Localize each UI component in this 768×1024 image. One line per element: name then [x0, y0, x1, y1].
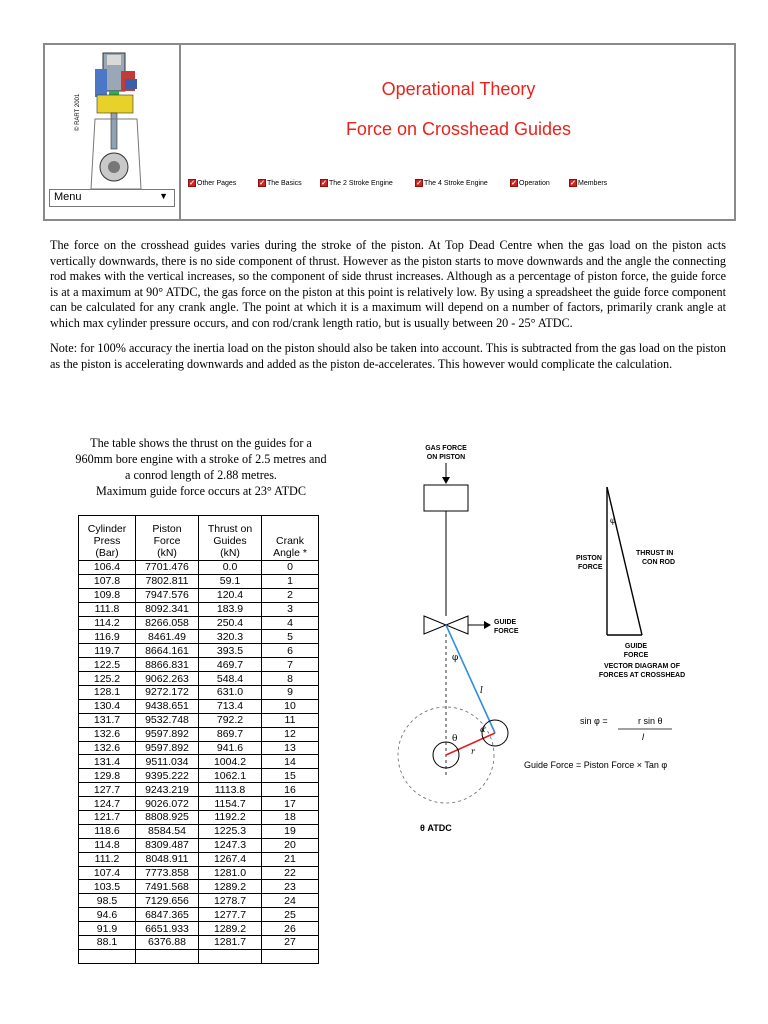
- table-cell: 2: [262, 588, 319, 602]
- col-header-thrust: Thrust on Guides (kN): [199, 516, 262, 561]
- table-cell: 1225.3: [199, 824, 262, 838]
- chevron-down-icon: ▼: [159, 191, 168, 201]
- table-cell: 98.5: [79, 894, 136, 908]
- table-cell: 10: [262, 699, 319, 713]
- table-cell: 6: [262, 644, 319, 658]
- table-cell: 114.8: [79, 838, 136, 852]
- table-cell: [79, 949, 136, 963]
- table-cell: 9: [262, 686, 319, 700]
- checkbox-icon: ✓: [321, 180, 327, 187]
- table-cell: 9243.219: [136, 783, 199, 797]
- table-row: [79, 574, 319, 588]
- nav-label: The Basics: [267, 179, 302, 187]
- table-cell: 24: [262, 894, 319, 908]
- page-subtitle: Force on Crosshead Guides: [345, 119, 572, 139]
- table-cell: 26: [262, 922, 319, 936]
- table-cell: [136, 949, 199, 963]
- table-cell: 8309.487: [136, 838, 199, 852]
- table-cell: 7773.858: [136, 866, 199, 880]
- atdc-label: θ ATDC: [420, 823, 452, 833]
- table-row: [79, 699, 319, 713]
- table-row-empty: [79, 949, 319, 963]
- guide-force-formula: Guide Force = Piston Force × Tan φ: [524, 760, 668, 770]
- table-cell: 131.7: [79, 713, 136, 727]
- table-cell: 13: [262, 741, 319, 755]
- table-cell: 11: [262, 713, 319, 727]
- table-cell: 25: [262, 908, 319, 922]
- table-cell: 9272.172: [136, 686, 199, 700]
- piston-force-label: PISTON: [576, 555, 602, 562]
- table-cell: 127.7: [79, 783, 136, 797]
- table-header-row: [79, 516, 319, 561]
- table-cell: 124.7: [79, 797, 136, 811]
- table-cell: 1192.2: [199, 811, 262, 825]
- table-cell: 132.6: [79, 741, 136, 755]
- table-row: [79, 644, 319, 658]
- rod-length-label: l: [480, 686, 483, 696]
- table-cell: 869.7: [199, 727, 262, 741]
- table-intro-line: Maximum guide force occurs at 23° ATDC: [96, 484, 306, 498]
- nav-operation[interactable]: [510, 179, 550, 187]
- r-label: r: [471, 747, 475, 756]
- table-cell: 15: [262, 769, 319, 783]
- table-cell: 106.4: [79, 561, 136, 575]
- vector-diagram-caption: FORCES AT CROSSHEAD: [598, 672, 686, 679]
- table-cell: 8266.058: [136, 616, 199, 630]
- gas-force-label: GAS FORCE: [425, 445, 467, 452]
- table-cell: 122.5: [79, 658, 136, 672]
- table-row: [79, 713, 319, 727]
- col-header-pressure: Cylinder Press (Bar): [79, 516, 136, 561]
- table-row: [79, 686, 319, 700]
- nav-the-basics[interactable]: [258, 179, 302, 187]
- table-cell: 18: [262, 811, 319, 825]
- table-cell: 548.4: [199, 672, 262, 686]
- vector-diagram-caption: VECTOR DIAGRAM OF: [603, 663, 681, 670]
- table-cell: 9438.651: [136, 699, 199, 713]
- nav-2-stroke-engine[interactable]: [320, 179, 393, 187]
- table-cell: 393.5: [199, 644, 262, 658]
- checkbox-icon: ✓: [416, 180, 422, 187]
- piston-force-label: FORCE: [578, 564, 603, 571]
- crosshead-force-diagram: [390, 435, 750, 855]
- table-row: [79, 588, 319, 602]
- arrow-head-icon: [442, 477, 450, 484]
- nav-bar: [185, 179, 725, 191]
- guide-force-label: GUIDE: [494, 619, 517, 626]
- nav-label: Other Pages: [197, 179, 237, 187]
- vector-guide-label: GUIDE: [624, 643, 648, 650]
- table-cell: 941.6: [199, 741, 262, 755]
- nav-label: The 4 Stroke Engine: [424, 179, 488, 187]
- table-cell: 88.1: [79, 936, 136, 950]
- table-row: [79, 672, 319, 686]
- table-cell: 0.0: [199, 561, 262, 575]
- table-cell: 119.7: [79, 644, 136, 658]
- table-cell: 116.9: [79, 630, 136, 644]
- table-row: [79, 602, 319, 616]
- table-row: [79, 936, 319, 950]
- table-cell: 183.9: [199, 602, 262, 616]
- page-title: Operational Theory: [381, 79, 536, 99]
- table-cell: 1247.3: [199, 838, 262, 852]
- table-intro-line: The table shows the thrust on the guides for a: [90, 436, 312, 450]
- table-cell: 320.3: [199, 630, 262, 644]
- guide-force-label: FORCE: [494, 628, 519, 635]
- table-cell: 713.4: [199, 699, 262, 713]
- table-cell: 792.2: [199, 713, 262, 727]
- theta-label: θ: [452, 734, 458, 744]
- table-cell: 6651.933: [136, 922, 199, 936]
- table-cell: 8866.831: [136, 658, 199, 672]
- table-row: [79, 838, 319, 852]
- table-cell: 20: [262, 838, 319, 852]
- table-cell: 9597.892: [136, 727, 199, 741]
- checkbox-icon: ✓: [511, 180, 517, 187]
- table-intro-line: 960mm bore engine with a stroke of 2.5 metres and: [75, 452, 327, 466]
- table-cell: 469.7: [199, 658, 262, 672]
- table-row: [79, 783, 319, 797]
- table-cell: 1062.1: [199, 769, 262, 783]
- table-cell: 5: [262, 630, 319, 644]
- table-cell: 9395.222: [136, 769, 199, 783]
- table-cell: 8048.911: [136, 852, 199, 866]
- phi-label: φ: [452, 653, 459, 663]
- table-cell: 1113.8: [199, 783, 262, 797]
- table-row: [79, 922, 319, 936]
- table-row: [79, 741, 319, 755]
- vector-guide-label: FORCE: [623, 652, 649, 659]
- intro-paragraph: The force on the crosshead guides varies during the stroke of the piston. At Top Dead Centre when the gas load on the piston acts vertically downwards, there is no side component of thrust. However as the piston starts to move downwards and the angle the connecting rod makes with the vertical increases, so the component of side thrust increases. Although as a percentage of piston force, the guide force is at a maximum at 90° ATDC, the gas force on the piston at this point is relatively low. By using a spreadsheet the guide force component can be calculated for any crank angle. The point at which it is a maximum will depend on a number of factors, primarily crank angle at which max cylinder pressure occurs, and con rod/crank length ratio, but is usually between 20 - 25° ATDC.: [50, 238, 726, 330]
- table-cell: 1278.7: [199, 894, 262, 908]
- copyright-text: © RART 2001: [75, 93, 81, 131]
- table-cell: 7491.568: [136, 880, 199, 894]
- table-cell: 23: [262, 880, 319, 894]
- table-cell: 94.6: [79, 908, 136, 922]
- table-intro-line: a conrod length of 2.88 metres.: [125, 468, 277, 482]
- table-cell: 8664.161: [136, 644, 199, 658]
- table-row: [79, 824, 319, 838]
- checkbox-icon: ✓: [570, 180, 576, 187]
- connecting-rod: [446, 625, 495, 733]
- table-cell: 129.8: [79, 769, 136, 783]
- table-cell: 4: [262, 616, 319, 630]
- table-cell: 6847.365: [136, 908, 199, 922]
- table-cell: 103.5: [79, 880, 136, 894]
- table-row: [79, 797, 319, 811]
- table-cell: 1267.4: [199, 852, 262, 866]
- table-cell: 7: [262, 658, 319, 672]
- table-cell: 8808.925: [136, 811, 199, 825]
- nav-label: The 2 Stroke Engine: [329, 179, 393, 187]
- sine-formula-denominator: l: [642, 732, 644, 742]
- piston-block: [424, 485, 468, 511]
- table-cell: 9532.748: [136, 713, 199, 727]
- table-cell: 27: [262, 936, 319, 950]
- table-cell: 3: [262, 602, 319, 616]
- table-cell: 114.2: [79, 616, 136, 630]
- table-cell: 8584.54: [136, 824, 199, 838]
- table-cell: 107.8: [79, 574, 136, 588]
- note-paragraph: Note: for 100% accuracy the inertia load on the piston should also be taken into account. This is subtracted from the gas load on the piston as the piston is accelerating downwards and added as the piston de-accelerates. This however would complicate the calculation.: [50, 341, 726, 371]
- table-row: [79, 561, 319, 575]
- table-cell: 59.1: [199, 574, 262, 588]
- table-cell: 9597.892: [136, 741, 199, 755]
- table-cell: 8461.49: [136, 630, 199, 644]
- table-cell: 9026.072: [136, 797, 199, 811]
- table-cell: 91.9: [79, 922, 136, 936]
- table-intro: [46, 435, 356, 499]
- table-cell: 22: [262, 866, 319, 880]
- table-row: [79, 658, 319, 672]
- table-cell: 0: [262, 561, 319, 575]
- table-row: [79, 852, 319, 866]
- crosshead-block: [424, 616, 446, 634]
- table-cell: 1154.7: [199, 797, 262, 811]
- nav-other-pages[interactable]: [188, 179, 236, 187]
- checkbox-icon: ✓: [189, 180, 195, 187]
- nav-label: Operation: [519, 179, 550, 187]
- table-row: [79, 894, 319, 908]
- gas-force-label: ON PISTON: [426, 454, 466, 461]
- table-cell: 7129.656: [136, 894, 199, 908]
- table-cell: 1289.2: [199, 922, 262, 936]
- table-cell: 21: [262, 852, 319, 866]
- table-row: [79, 755, 319, 769]
- table-cell: 12: [262, 727, 319, 741]
- table-row: [79, 908, 319, 922]
- table-row: [79, 727, 319, 741]
- table-cell: 120.4: [199, 588, 262, 602]
- header-frame: [43, 43, 736, 221]
- table-cell: 250.4: [199, 616, 262, 630]
- nav-members[interactable]: [569, 179, 607, 187]
- table-row: [79, 866, 319, 880]
- menu-dropdown[interactable]: [49, 189, 175, 207]
- table-row: [79, 811, 319, 825]
- engine-logo-icon: [81, 49, 153, 209]
- alpha-label: α: [480, 725, 486, 734]
- sine-formula-left: sin φ =: [580, 716, 608, 726]
- table-cell: 109.8: [79, 588, 136, 602]
- table-row: [79, 630, 319, 644]
- header-logo-panel: [45, 45, 181, 219]
- table-cell: 130.4: [79, 699, 136, 713]
- table-cell: 125.2: [79, 672, 136, 686]
- table-cell: 111.8: [79, 602, 136, 616]
- table-cell: 9062.263: [136, 672, 199, 686]
- table-cell: 6376.88: [136, 936, 199, 950]
- table-cell: 7947.576: [136, 588, 199, 602]
- table-cell: 1281.0: [199, 866, 262, 880]
- table-cell: 121.7: [79, 811, 136, 825]
- table-cell: 118.6: [79, 824, 136, 838]
- guide-force-table: [78, 515, 319, 964]
- checkbox-icon: ✓: [259, 180, 265, 187]
- thrust-vector: [607, 487, 642, 635]
- table-cell: 111.2: [79, 852, 136, 866]
- table-cell: 16: [262, 783, 319, 797]
- vector-phi-label: φ: [610, 516, 616, 525]
- table-cell: 1004.2: [199, 755, 262, 769]
- table-cell: 7802.811: [136, 574, 199, 588]
- table-cell: 19: [262, 824, 319, 838]
- thrust-label: CON ROD: [642, 559, 676, 566]
- table-cell: 128.1: [79, 686, 136, 700]
- table-cell: 132.6: [79, 727, 136, 741]
- table-cell: [262, 949, 319, 963]
- nav-4-stroke-engine[interactable]: [415, 179, 488, 187]
- table-cell: 1277.7: [199, 908, 262, 922]
- table-cell: 7701.476: [136, 561, 199, 575]
- table-cell: 631.0: [199, 686, 262, 700]
- table-cell: 131.4: [79, 755, 136, 769]
- sine-formula-numerator: r sin θ: [638, 716, 663, 726]
- table-cell: [199, 949, 262, 963]
- table-cell: 9511.034: [136, 755, 199, 769]
- table-cell: 1289.2: [199, 880, 262, 894]
- thrust-label: THRUST IN: [636, 550, 674, 557]
- table-cell: 107.4: [79, 866, 136, 880]
- table-row: [79, 769, 319, 783]
- table-cell: 1281.7: [199, 936, 262, 950]
- col-header-crank-angle: Crank Angle *: [262, 516, 319, 561]
- arrow-head-icon: [484, 621, 491, 629]
- nav-label: Members: [578, 179, 608, 187]
- table-cell: 8: [262, 672, 319, 686]
- table-cell: 8092.341: [136, 602, 199, 616]
- table-row: [79, 880, 319, 894]
- table-cell: 1: [262, 574, 319, 588]
- col-header-piston-force: Piston Force (kN): [136, 516, 199, 561]
- table-cell: 17: [262, 797, 319, 811]
- menu-dropdown-label: Menu: [54, 191, 82, 203]
- table-row: [79, 616, 319, 630]
- table-cell: 14: [262, 755, 319, 769]
